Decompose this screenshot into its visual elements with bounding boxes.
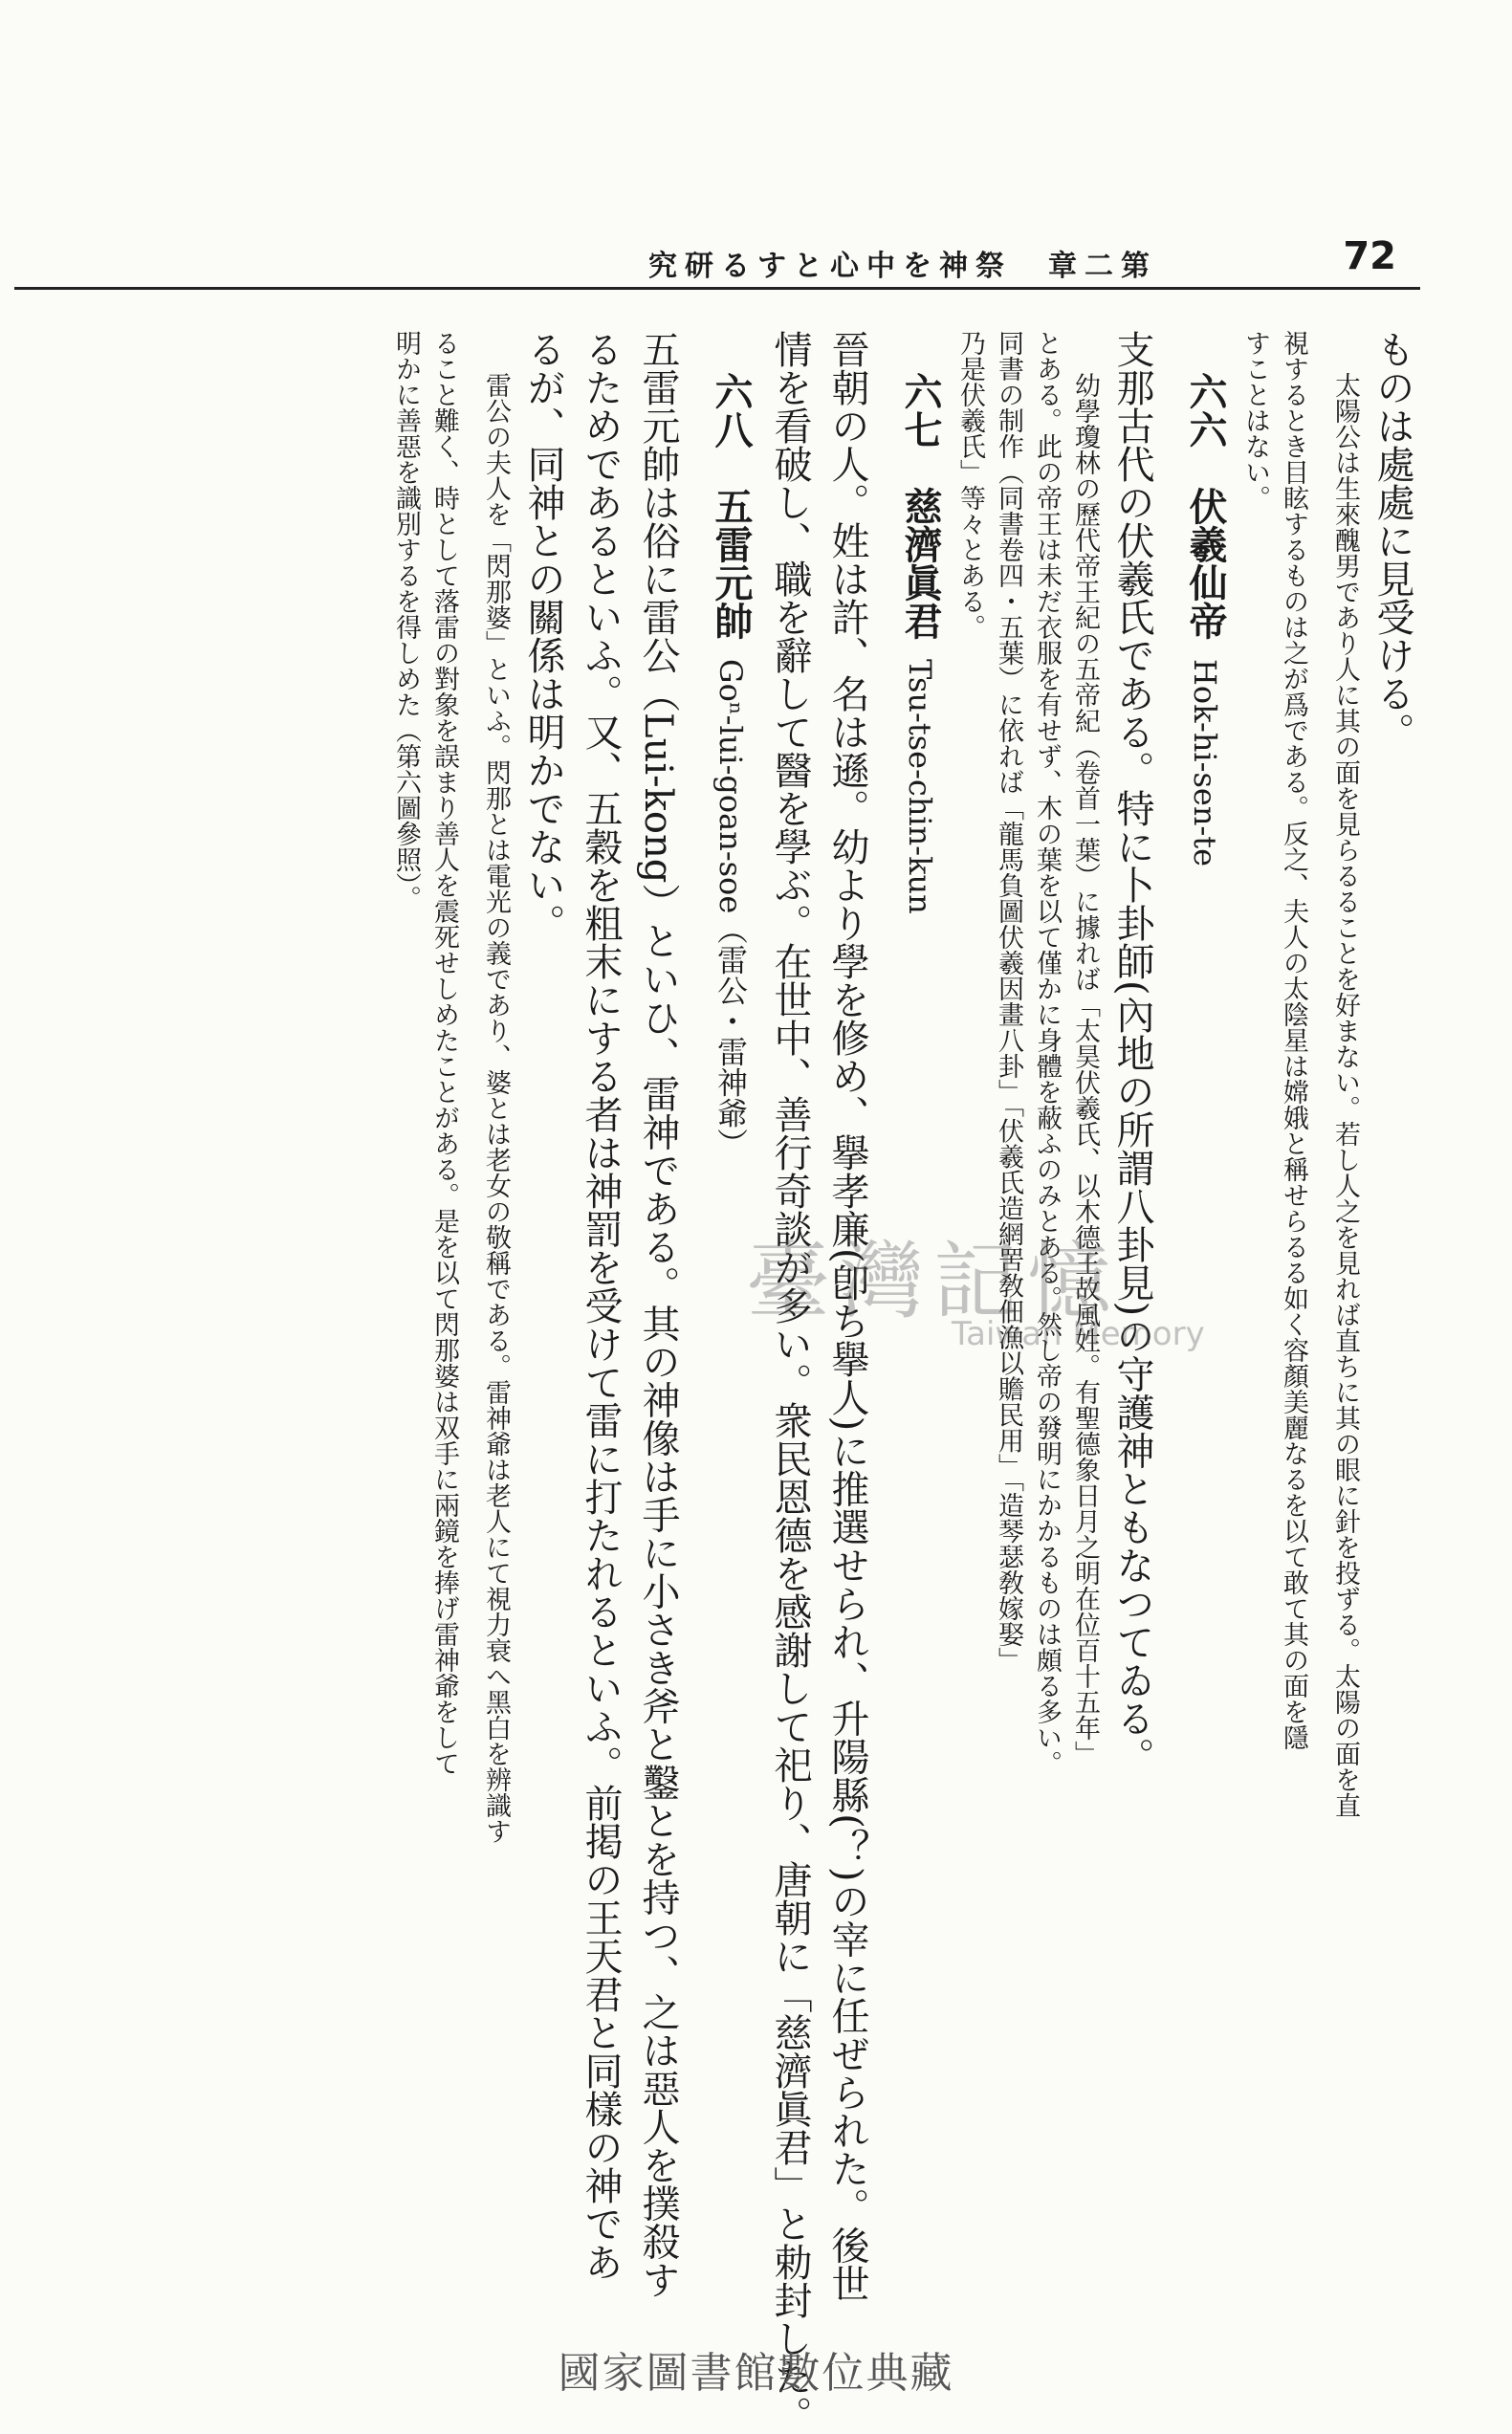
line-text: 晉朝の人。姓は許、名は遜。幼より學を修め、擧孝廉(卽ち擧人)に推選せられ、升陽縣(？)の宰に任ぜられた。後世 [825,330,869,2303]
line-text: るが、同神との關係は明かでない。 [521,330,565,942]
line-text: 明かに善惡を識別するを得しめた（第六圖參照）。 [391,330,421,911]
text-line [1364,330,1421,2243]
watermark-english: Taiwan Memory [952,1315,1205,1353]
line-text: 情を看破し、職を辭して醫を學ぶ。在世中、善行奇談が多い。衆民恩德を感謝して祀り、唐朝に「慈濟眞君」と勅封した。 [768,330,812,2434]
line-text: 支那古代の伏羲氏である。特に卜卦師(內地の所謂八卦見)の守護神ともなつてゐる。 [1110,330,1154,1776]
text-line [629,330,687,2299]
footer-credit: 國家圖書館數位典藏 [558,2349,954,2398]
text-line [572,330,629,2281]
romanized-reading: Hok-hi-sen-te [1187,659,1223,867]
chapter-title: 究研るすと心中を神祭 章二第 [648,250,1157,283]
running-header [430,234,1396,282]
text-line [1326,330,1364,2243]
text-line [515,330,572,2243]
text-line [386,330,425,2243]
line-text: 太陽公は生來醜男であり人に其の面を見らるることを好まない。若し人之を見れば直ちに其の眼に針を投ずる。太陽の面を直 [1330,372,1360,1818]
text-line [476,330,515,2243]
line-text: 五雷元帥は俗に雷公（Lui-kong）といひ、雷神である。其の神像は手に小さき斧と鑿とを持つ、之は惡人を撲殺す [636,330,680,2299]
romanized-reading: Tsu-tse-chin-kun [902,659,938,914]
line-text: すことはない。 [1240,330,1270,511]
line-text: るためであるといふ。又、五穀を粗末にする者は神罰を受けて雷に打たれるといふ。前掲の王天君と同樣の神であ [579,330,623,2281]
text-line [425,330,463,2243]
text-line [1274,330,1312,2243]
line-text: 雷公の夫人を「閃那婆」といふ。閃那とは電光の義であり、婆とは老女の敬稱である。雷神爺は老人にて視力衰へ黑白を辨識す [481,372,511,1844]
line-text: 六七 慈濟眞君 [898,372,943,640]
line-text: 六六 伏羲仙帝 [1183,372,1228,640]
line-text: 六八 五雷元帥 [709,372,754,640]
line-text: 乃是伏羲氏」等々とある。 [955,330,985,640]
line-text: ものは處處に見受ける。 [1370,330,1414,751]
header-rule [14,287,1420,290]
line-text: 同書の制作（同書卷四・五葉）に依れば「龍馬負圖伏羲因畫八卦」「伏羲氏造網罟敎佃漁以贍民用」「造琴瑟敎嫁娶」 [994,330,1023,1673]
line-text: 視するとき目眩するものは之が爲である。反之、夫人の太陰星は嫦娥と稱せらるる如く容顏美麗なるを以て敢て其の面を隱 [1279,330,1308,1750]
page-number: 72 [1343,234,1396,278]
line-text: とある。此の帝王は未だ衣服を有せず、木の葉を以て僅かに身體を蔽ふのみとある。然し帝の發明にかかるものは頗る多い。 [1032,330,1062,1776]
watermark-logo [746,1215,1243,1368]
romanized-reading: Goⁿ-lui-goan-soe（雷公・雷神爺） [712,659,749,1159]
line-text: 幼學瓊林の歷代帝王紀の五帝紀（卷首一葉）に據れば「太昊伏羲氏、以木德王故風姓。有聖德象日月之明在位百十五年」 [1070,372,1100,1766]
line-text: ること難く、時として落雷の對象を誤まり善人を震死せしめたことがある。是を以て閃那婆は双手に兩鏡を捧げ雷神爺をして [429,330,459,1776]
watermark-text: 臺灣記憶 [746,1232,1122,1330]
